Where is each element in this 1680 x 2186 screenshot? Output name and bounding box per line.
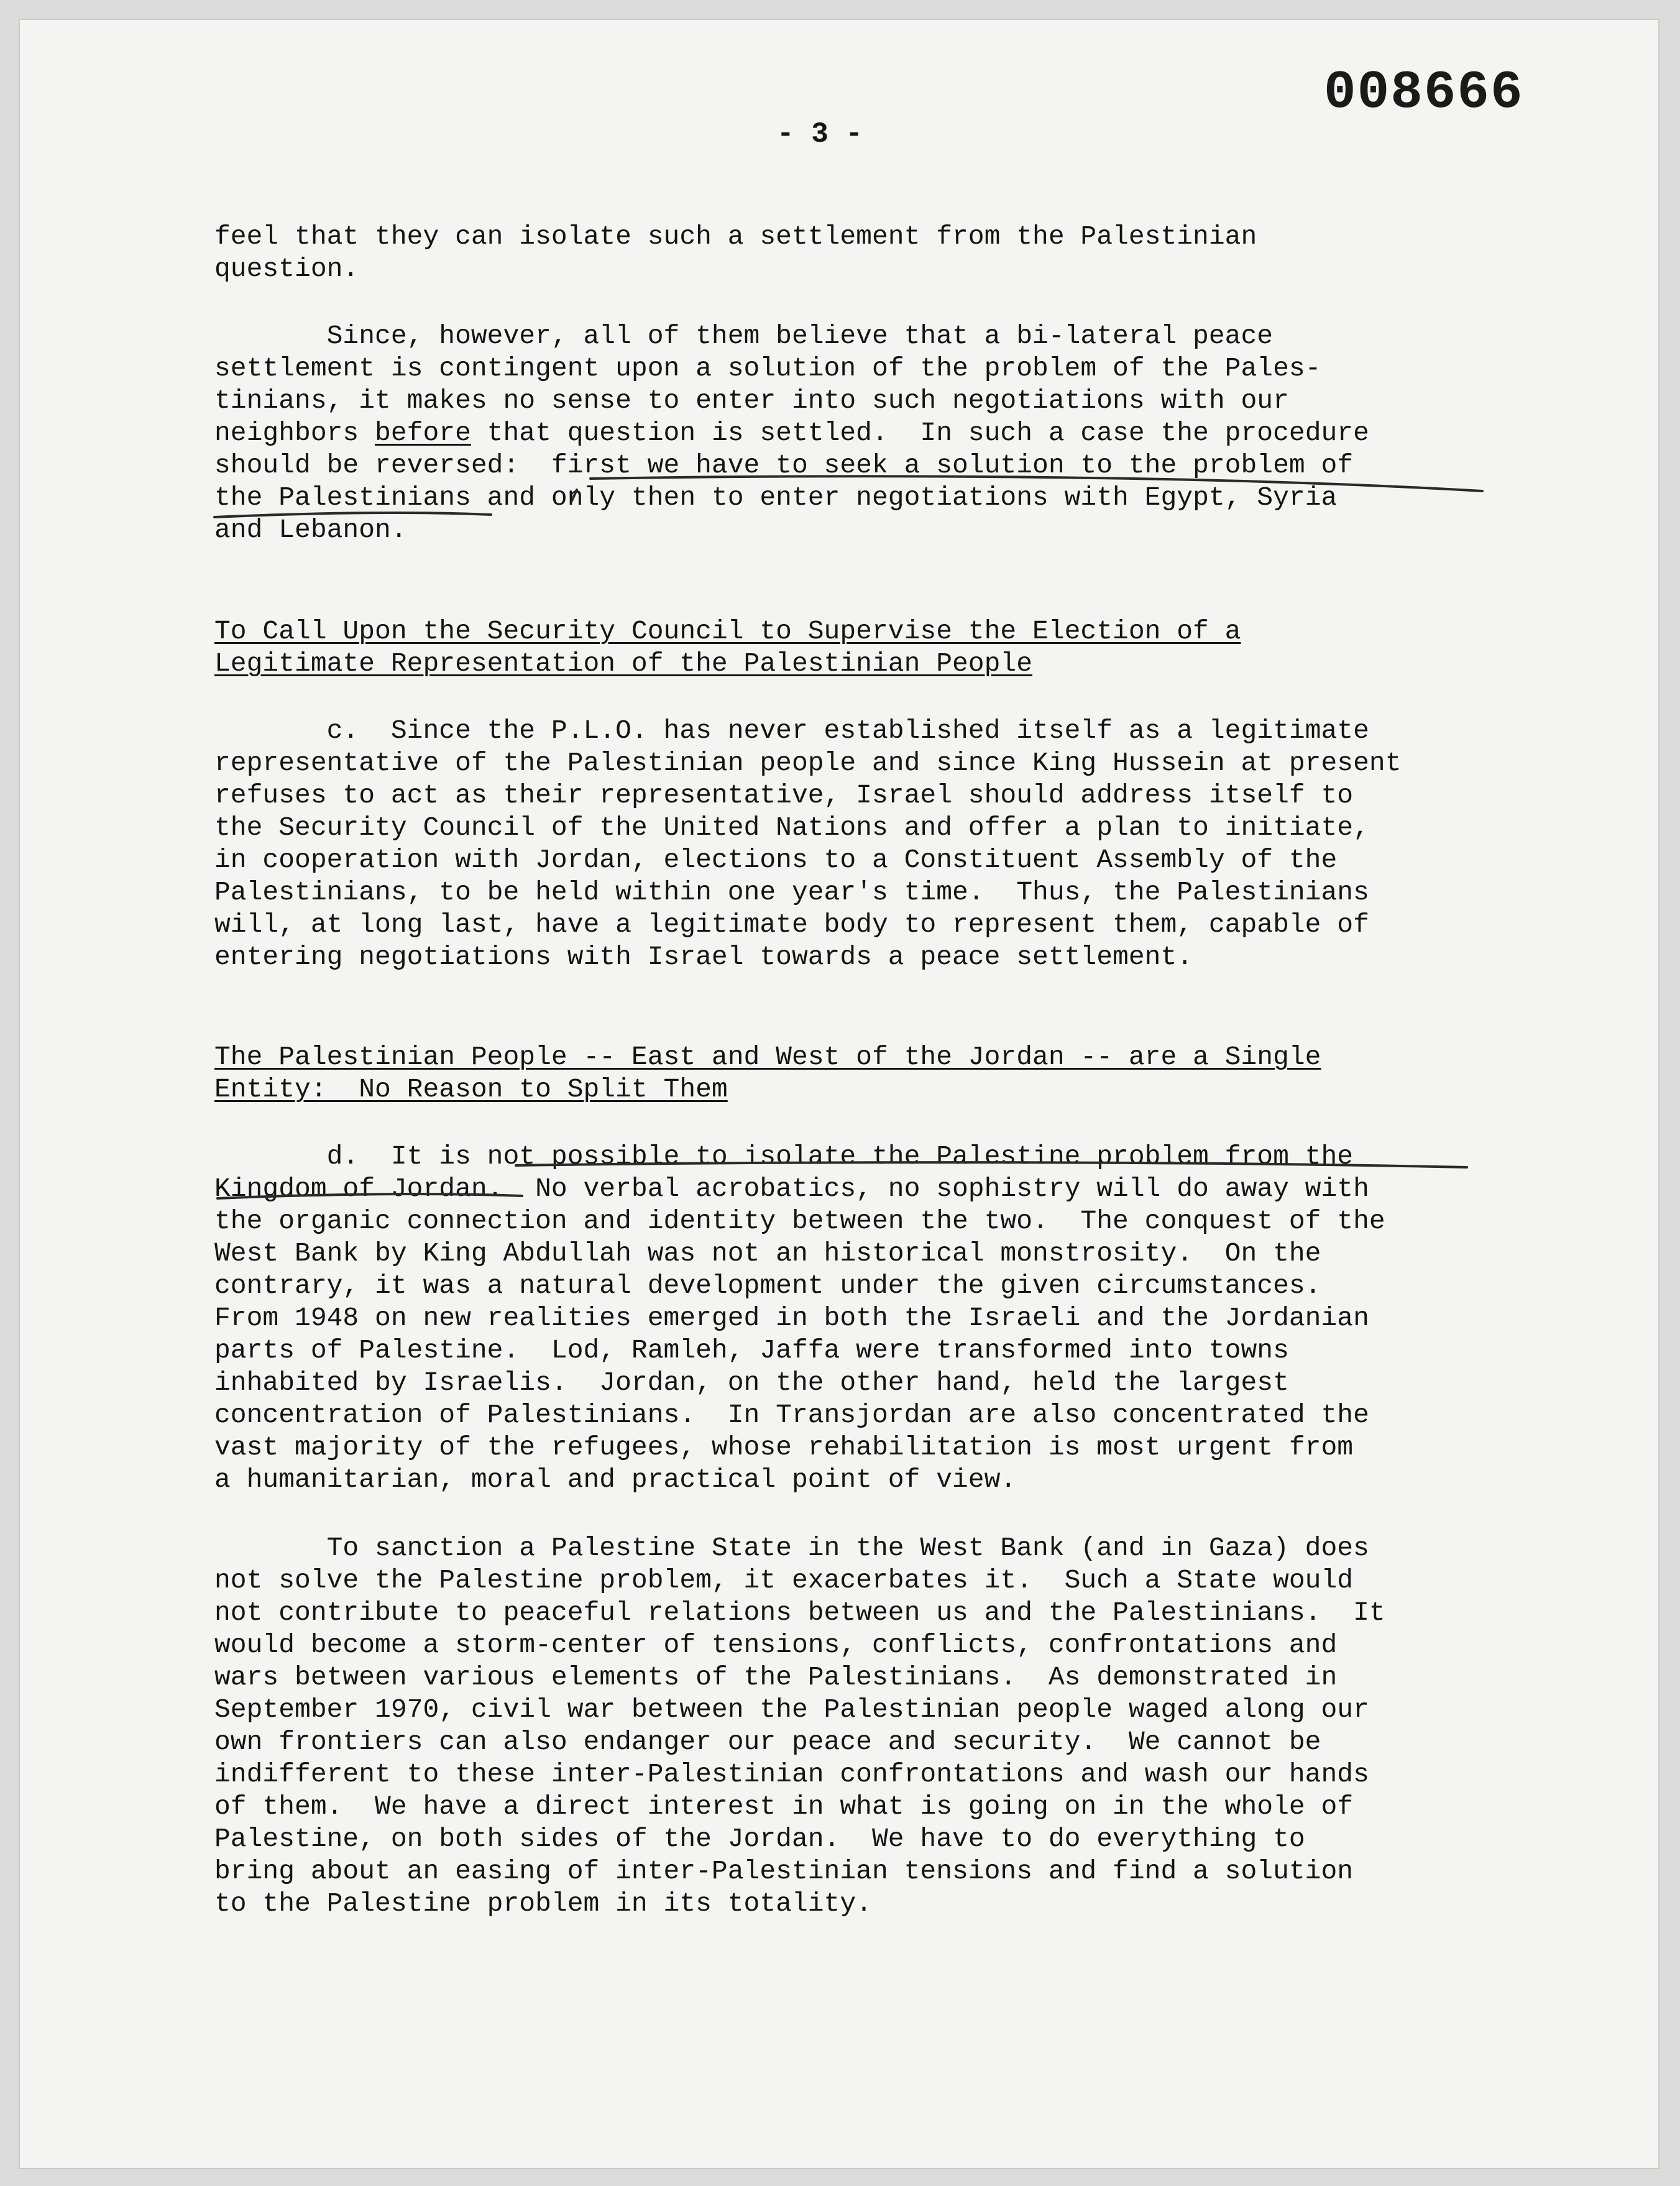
- text-line: would become a storm-center of tensions, conflicts, confrontations and: [214, 1630, 1338, 1660]
- text-line: [214, 1141, 1532, 1173]
- text-line: not contribute to peaceful relations between us and the Palestinians. It: [214, 1597, 1385, 1628]
- text-run: . No verbal acrobatics, no sophistry will do away with: [487, 1173, 1369, 1204]
- paragraph-c: [214, 715, 1532, 973]
- emphasized-phrase: the Palestinians: [214, 482, 471, 513]
- text-line: entering negotiations with Israel towards a peace settlement.: [214, 942, 1193, 972]
- heading-line: Legitimate Representation of the Palestinian People: [214, 648, 1033, 679]
- text-line: [214, 417, 1532, 449]
- text-run: neighbors: [214, 418, 375, 448]
- text-line: inhabited by Israelis. Jordan, on the other hand, held the largest: [214, 1367, 1289, 1398]
- text-line: wars between various elements of the Palestinians. As demonstrated in: [214, 1662, 1338, 1692]
- text-line: the organic connection and identity between the two. The conquest of the: [214, 1206, 1385, 1236]
- section-heading-single-entity: [214, 1041, 1532, 1106]
- text-line: [214, 1173, 1532, 1205]
- text-line: parts of Palestine. Lod, Ramleh, Jaffa were transformed into towns: [214, 1335, 1289, 1366]
- text-line: [214, 482, 1532, 514]
- text-line: in cooperation with Jordan, elections to a Constituent Assembly of the: [214, 845, 1338, 875]
- text-line: feel that they can isolate such a settlement from the Palestinian: [214, 221, 1257, 252]
- section-heading-security-council: [214, 615, 1532, 680]
- text-line: to the Palestine problem in its totality.: [214, 1888, 872, 1919]
- paragraph-d: [214, 1141, 1532, 1496]
- text-line: own frontiers can also endanger our peace and security. We cannot be: [214, 1727, 1321, 1757]
- emphasized-phrase: Kingdom of Jordan: [214, 1173, 487, 1204]
- text-line: Palestine, on both sides of the Jordan. We have to do everything to: [214, 1824, 1305, 1854]
- paragraph-procedure: [214, 320, 1532, 546]
- text-line: From 1948 on new realities emerged in both the Israeli and the Jordanian: [214, 1303, 1369, 1333]
- text-line: To sanction a Palestine State in the West Bank (and in Gaza) does: [214, 1533, 1369, 1563]
- text-line: tinians, it makes no sense to enter into such negotiations with our: [214, 385, 1289, 416]
- text-line: and Lebanon.: [214, 515, 407, 545]
- text-line: will, at long last, have a legitimate body to represent them, capable of: [214, 909, 1369, 940]
- text-line: of them. We have a direct interest in what is going on in the whole of: [214, 1791, 1354, 1822]
- text-line: West Bank by King Abdullah was not an historical monstrosity. On the: [214, 1238, 1321, 1269]
- text-line: c. Since the P.L.O. has never established itself as a legitimate: [214, 715, 1369, 746]
- text-line: Since, however, all of them believe that a bi-lateral peace: [214, 321, 1274, 351]
- text-line: [214, 449, 1532, 482]
- text-line: contrary, it was a natural development under the given circumstances.: [214, 1270, 1321, 1301]
- text-line: settlement is contingent upon a solution of the problem of the Pales-: [214, 353, 1321, 383]
- emphasized-phrase: not possible to isolate the Palestine problem from the: [487, 1141, 1354, 1172]
- heading-line: To Call Upon the Security Council to Supervise the Election of a: [214, 616, 1241, 646]
- paragraph-palestine-state: [214, 1532, 1532, 1920]
- text-line: question.: [214, 254, 359, 284]
- paragraph-continuation: [214, 221, 1532, 285]
- text-run: should be reversed:: [214, 450, 551, 480]
- text-line: concentration of Palestinians. In Transjordan are also concentrated the: [214, 1400, 1369, 1430]
- text-line: Palestinians, to be held within one year's time. Thus, the Palestinians: [214, 877, 1369, 907]
- heading-line: Entity: No Reason to Split Them: [214, 1074, 728, 1104]
- text-line: refuses to act as their representative, Israel should address itself to: [214, 780, 1354, 811]
- underlined-word: before: [375, 418, 471, 448]
- text-line: a humanitarian, moral and practical point of view.: [214, 1464, 1017, 1495]
- emphasized-phrase: first we have to seek a solution to the problem of: [551, 450, 1354, 480]
- text-run: and only then to enter negotiations with Egypt, Syria: [470, 482, 1338, 513]
- text-line: bring about an easing of inter-Palestinian tensions and find a solution: [214, 1856, 1354, 1886]
- heading-line: The Palestinian People -- East and West of the Jordan -- are a Single: [214, 1042, 1321, 1072]
- text-line: the Security Council of the United Nations and offer a plan to initiate,: [214, 812, 1369, 843]
- text-line: representative of the Palestinian people and since King Hussein at present: [214, 748, 1402, 778]
- page-number: - 3 -: [777, 118, 863, 150]
- text-run: d. It is: [214, 1141, 487, 1172]
- document-number: 008666: [1324, 62, 1524, 123]
- text-line: not solve the Palestine problem, it exacerbates it. Such a State would: [214, 1565, 1354, 1596]
- text-run: that question is settled. In such a case the procedure: [470, 418, 1369, 448]
- text-line: vast majority of the refugees, whose rehabilitation is most urgent from: [214, 1432, 1354, 1463]
- text-line: September 1970, civil war between the Palestinian people waged along our: [214, 1694, 1369, 1725]
- text-line: indifferent to these inter-Palestinian confrontations and wash our hands: [214, 1759, 1369, 1789]
